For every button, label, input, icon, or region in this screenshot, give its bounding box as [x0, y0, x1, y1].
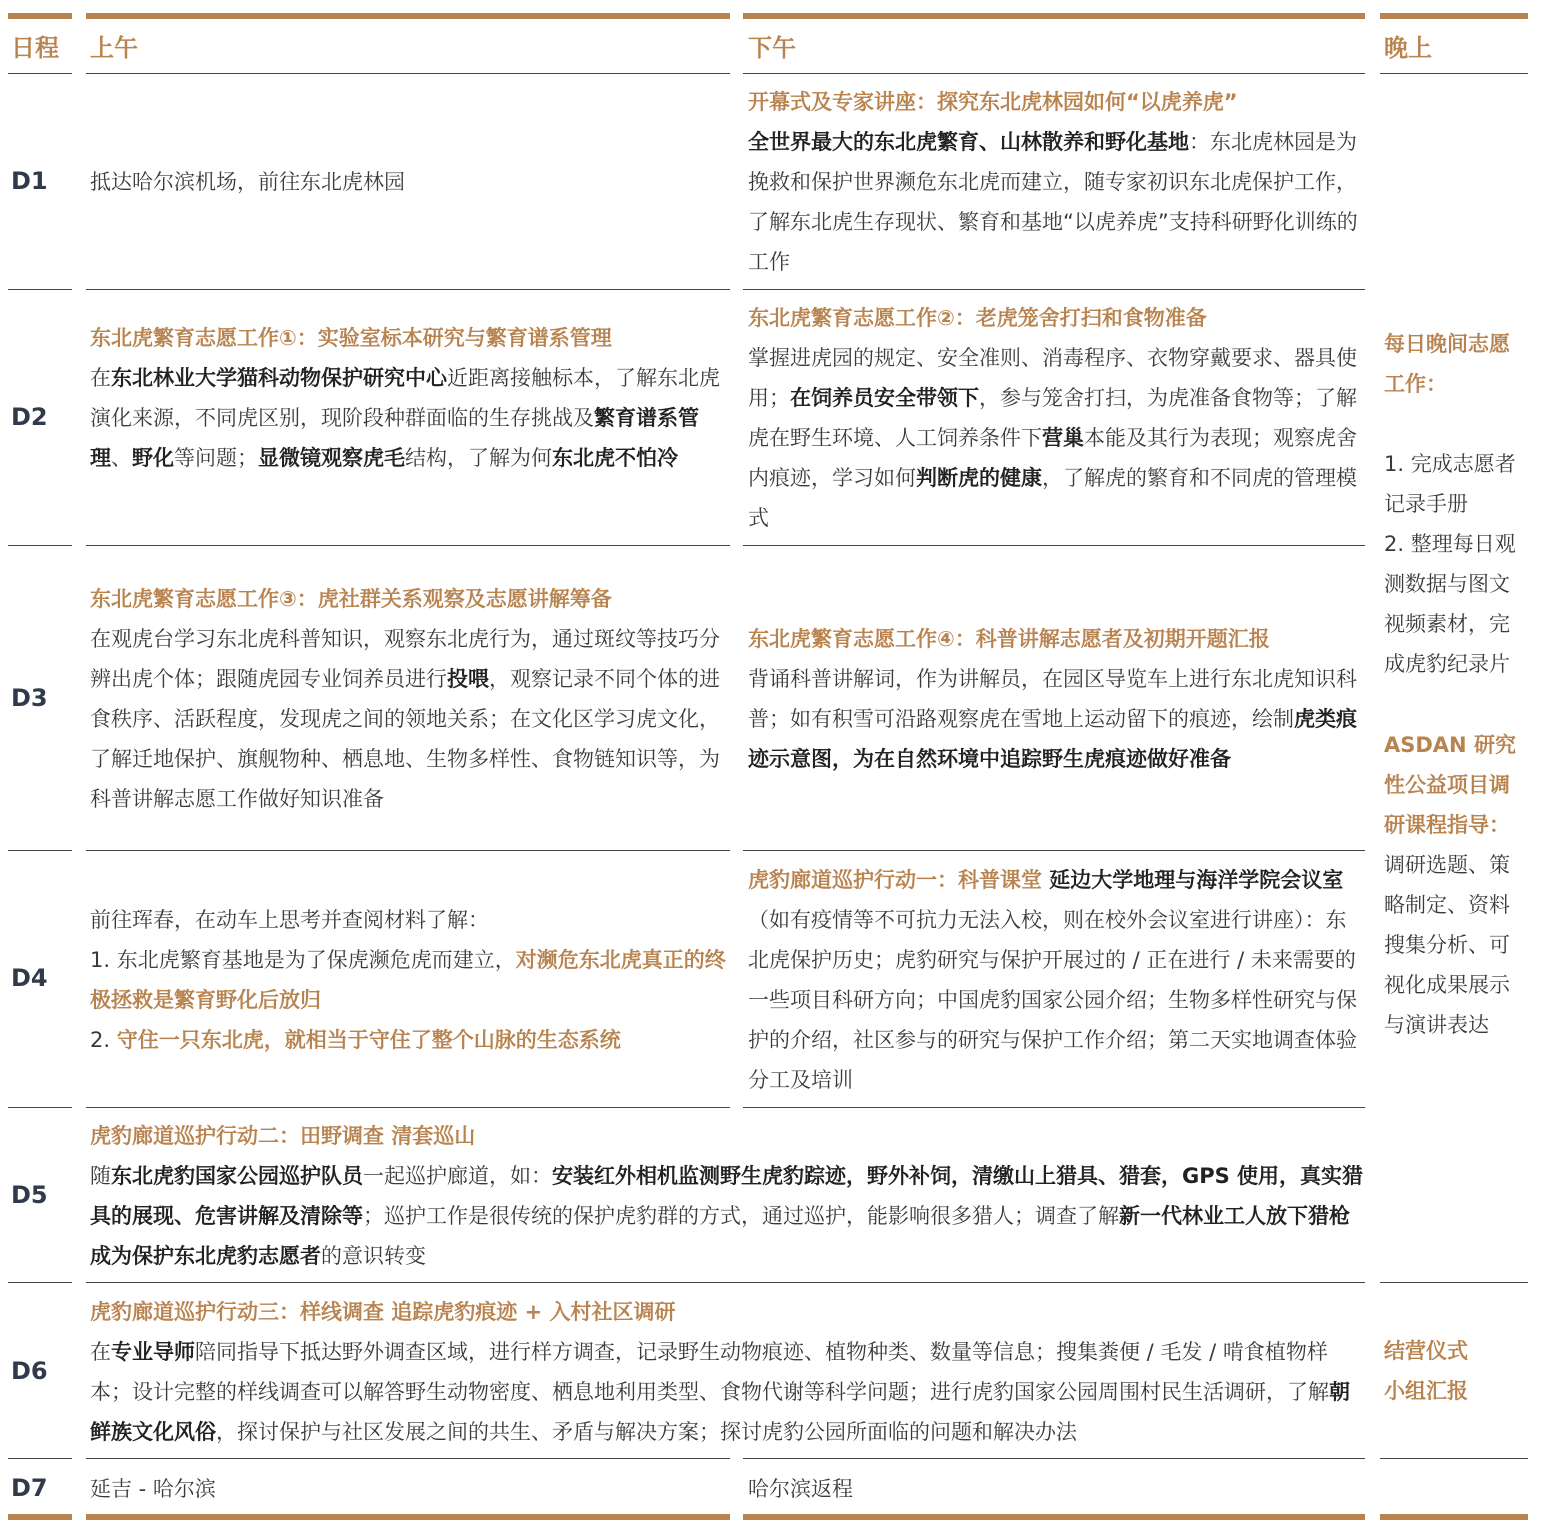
d1-morning: [90, 162, 726, 202]
top-rule-schedule: [8, 13, 72, 19]
d4-morning: [90, 900, 726, 1060]
day-label-d7: D7: [11, 1474, 48, 1502]
divider: [743, 1458, 1365, 1459]
divider: [743, 289, 1365, 290]
divider: [743, 73, 1365, 74]
d4-morning-intro: 前往珲春，在动车上思考并查阅材料了解：: [90, 908, 489, 932]
evening-closing: [1384, 1331, 1526, 1411]
day-label-d5: D5: [11, 1181, 48, 1209]
divider: [8, 289, 72, 290]
top-rule-afternoon: [743, 13, 1365, 19]
divider: [8, 1107, 72, 1108]
d3-afternoon-text: 背诵科普讲解词，作为讲解员，在园区导览车上进行东北虎知识科普；如有积雪可沿路观察虎在雪地上运动留下的痕迹，绘制虎类痕迹示意图，为在自然环境中追踪野生虎痕迹做好准备: [748, 667, 1357, 771]
d1-afternoon-title: 开幕式及专家讲座：探究东北虎林园如何“以虎养虎”: [748, 90, 1238, 114]
divider: [743, 545, 1365, 546]
d1-morning-text: 抵达哈尔滨机场，前往东北虎林园: [90, 170, 405, 194]
d6-title: 虎豹廊道巡护行动三：样线调查 追踪虎豹痕迹 + 入村社区调研: [90, 1300, 676, 1324]
d4-morning-point-2: 2. 守住一只东北虎，就相当于守住了整个山脉的生态系统: [90, 1028, 621, 1052]
divider: [8, 545, 72, 546]
d7-afternoon: [748, 1469, 1362, 1509]
header-evening: 晚上: [1384, 34, 1432, 62]
bottom-rule-morning: [86, 1514, 730, 1520]
divider: [86, 73, 730, 74]
day-label-d4: D4: [11, 964, 48, 992]
bottom-rule-evening: [1380, 1514, 1528, 1520]
top-rule-morning: [86, 13, 730, 19]
header-schedule: 日程: [11, 34, 59, 62]
day-label-d3: D3: [11, 684, 48, 712]
evening-item-2: 2. 整理每日观测数据与图文视频素材，完成虎豹纪录片: [1384, 532, 1516, 676]
group-report: 小组汇报: [1384, 1379, 1468, 1403]
divider: [8, 850, 72, 851]
day-label-d1: D1: [11, 167, 48, 195]
d6-fullday: [90, 1292, 1364, 1452]
d5-text: 随东北虎豹国家公园巡护队员一起巡护廊道，如：安装红外相机监测野生虎豹踪迹，野外补饲，清缴山上猎具、猎套，GPS 使用，真实猎具的展现、危害讲解及清除等；巡护工作是很传统的保护虎豹群的方式，通过巡护，能影响很多猎人；调查了解新一代林业工人放下猎枪成为保护东北虎豹志愿者的意识转变: [90, 1164, 1364, 1268]
divider: [86, 1282, 1365, 1283]
divider: [1380, 1282, 1528, 1283]
d7-afternoon-text: 哈尔滨返程: [748, 1477, 853, 1501]
d3-morning-title: 东北虎繁育志愿工作③：虎社群关系观察及志愿讲解筹备: [90, 587, 612, 611]
d2-morning-text: 在东北林业大学猫科动物保护研究中心近距离接触标本，了解东北虎演化来源，不同虎区别，现阶段种群面临的生存挑战及繁育谱系管理、野化等问题；显微镜观察虎毛结构，了解为何东北虎不怕冷: [90, 366, 720, 470]
divider: [8, 73, 72, 74]
bottom-rule-afternoon: [743, 1514, 1365, 1520]
d4-morning-point-1: 1. 东北虎繁育基地是为了保虎濒危虎而建立，对濒危东北虎真正的终极拯救是繁育野化后放归: [90, 948, 726, 1012]
d2-afternoon-title: 东北虎繁育志愿工作②：老虎笼舍打扫和食物准备: [748, 306, 1207, 330]
evening-asdan-title: ASDAN 研究性公益项目调研课程指导：: [1384, 733, 1516, 837]
d3-morning: [90, 579, 726, 819]
evening-asdan-text: 调研选题、策略制定、资料搜集分析、可视化成果展示与演讲表达: [1384, 853, 1510, 1037]
divider: [743, 850, 1365, 851]
day-label-d2: D2: [11, 403, 48, 431]
d5-title: 虎豹廊道巡护行动二：田野调查 清套巡山: [90, 1124, 476, 1148]
divider: [86, 289, 730, 290]
evening-volunteer: [1384, 324, 1526, 684]
d7-morning-text: 延吉 - 哈尔滨: [90, 1477, 216, 1501]
header-morning: 上午: [90, 34, 138, 62]
divider: [1380, 1458, 1528, 1459]
divider: [8, 1458, 72, 1459]
d1-afternoon-text: 全世界最大的东北虎繁育、山林散养和野化基地：东北虎林园是为挽救和保护世界濒危东北虎而建立，随专家初识东北虎保护工作，了解东北虎生存现状、繁育和基地“以虎养虎”支持科研野化训练的工作: [748, 130, 1358, 274]
header-afternoon: 下午: [748, 34, 796, 62]
d2-afternoon: [748, 298, 1362, 538]
d4-afternoon: [748, 860, 1362, 1100]
divider: [743, 1107, 1365, 1108]
d6-text: 在专业导师陪同指导下抵达野外调查区域，进行样方调查，记录野生动物痕迹、植物种类、数量等信息；搜集粪便 / 毛发 / 啃食植物样本；设计完整的样线调查可以解答野生动物密度、栖息地利用类型、食物代谢等科学问题；进行虎豹国家公园周围村民生活调研，了解朝鲜族文化风俗，探讨保护与社区发展之间的共生、矛盾与解决方案；探讨虎豹公园所面临的问题和解决办法: [90, 1340, 1350, 1444]
d7-morning: [90, 1469, 726, 1509]
divider: [8, 1282, 72, 1283]
divider: [86, 1107, 730, 1108]
divider: [86, 1458, 730, 1459]
d3-morning-text: 在观虎台学习东北虎科普知识，观察东北虎行为，通过斑纹等技巧分辨出虎个体；跟随虎园专业饲养员进行投喂，观察记录不同个体的进食秩序、活跃程度，发现虎之间的领地关系；在文化区学习虎文化，了解迁地保护、旗舰物种、栖息地、生物多样性、食物链知识等，为科普讲解志愿工作做好知识准备: [90, 627, 720, 811]
divider: [1380, 73, 1528, 74]
d5-fullday: [90, 1116, 1364, 1276]
top-rule-evening: [1380, 13, 1528, 19]
divider: [86, 545, 730, 546]
d3-afternoon: [748, 619, 1362, 779]
divider: [86, 850, 730, 851]
day-label-d6: D6: [11, 1357, 48, 1385]
evening-volunteer-title: 每日晚间志愿工作：: [1384, 332, 1510, 396]
d2-morning: [90, 318, 726, 478]
closing-ceremony: 结营仪式: [1384, 1339, 1468, 1363]
evening-asdan: [1384, 725, 1526, 1045]
bottom-rule-schedule: [8, 1514, 72, 1520]
d3-afternoon-title: 东北虎繁育志愿工作④：科普讲解志愿者及初期开题汇报: [748, 627, 1270, 651]
evening-item-1: 1. 完成志愿者记录手册: [1384, 452, 1516, 516]
d2-morning-title: 东北虎繁育志愿工作①：实验室标本研究与繁育谱系管理: [90, 326, 612, 350]
d1-afternoon: [748, 82, 1362, 282]
d4-afternoon-text: 虎豹廊道巡护行动一：科普课堂 延边大学地理与海洋学院会议室（如有疫情等不可抗力无法入校，则在校外会议室进行讲座）：东北虎保护历史；虎豹研究与保护开展过的 / 正在进行 / 未来需要的一些项目科研方向；中国虎豹国家公园介绍；生物多样性研究与保护的介绍，社区参与的研究与保护工作介绍；第二天实地调查体验分工及培训: [748, 868, 1357, 1092]
d2-afternoon-text: 掌握进虎园的规定、安全准则、消毒程序、衣物穿戴要求、器具使用；在饲养员安全带领下，参与笼舍打扫，为虎准备食物等；了解虎在野生环境、人工饲养条件下营巢本能及其行为表现；观察虎舍内痕迹，学习如何判断虎的健康，了解虎的繁育和不同虎的管理模式: [748, 346, 1357, 530]
